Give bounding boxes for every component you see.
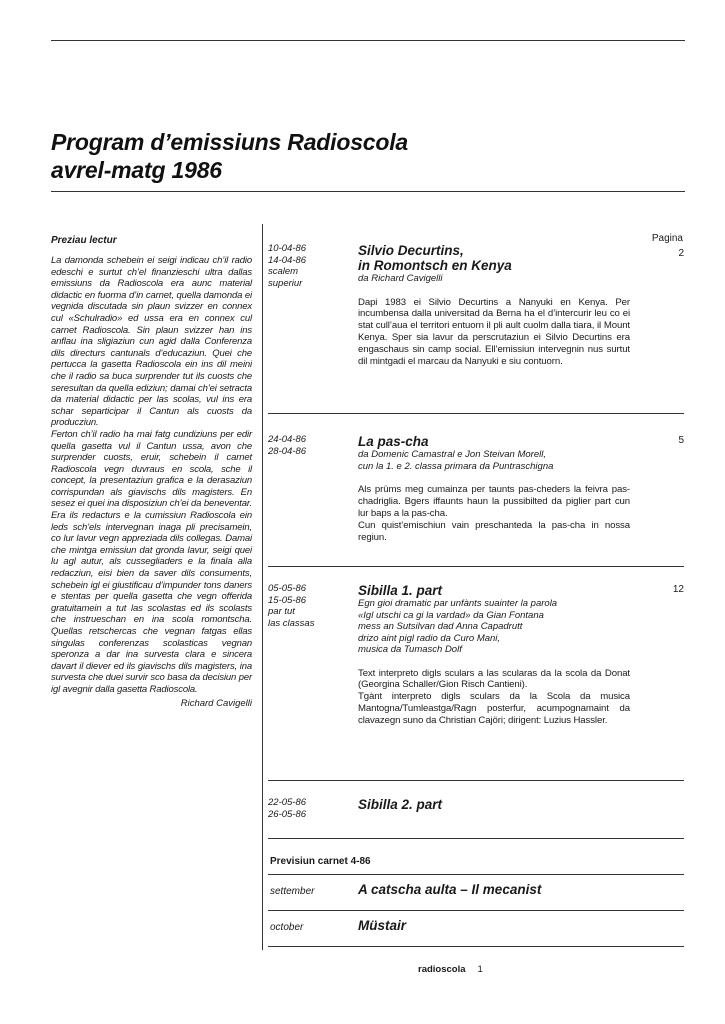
description-paragraph: Cun quist’emischiun vain preschanteda la pas-cha in nossa regiun. bbox=[358, 519, 630, 543]
page-footer bbox=[418, 964, 483, 975]
entry-divider bbox=[268, 838, 684, 839]
preface-column bbox=[51, 235, 252, 709]
entry-date: 28-04-86 bbox=[268, 445, 307, 457]
entry-date: 24-04-86 bbox=[268, 434, 307, 445]
description-paragraph: Tgànt interpreto digls sculars da la Scola da musica Mantogna/Tumleastga/Ragn posterfur, acumpognamaint da clavazegn suno da Christian Cajöri; dirigent: Luzius Hassler. bbox=[358, 691, 630, 727]
entry-date: 10-04-86 bbox=[268, 243, 307, 254]
entry-date: 15-05-86 bbox=[268, 594, 307, 606]
preview-title: A catscha aulta – Il mecanist bbox=[358, 882, 542, 897]
entry-description bbox=[358, 297, 630, 368]
entry-subtitle: «Igl utschi ca gi la vardad» da Gian Fontana bbox=[358, 609, 544, 621]
entry-description bbox=[358, 484, 630, 544]
entry-audience: las classas bbox=[268, 617, 315, 629]
entry-subtitle: mess an Sutsilvan dad Anna Capadrutt bbox=[358, 621, 523, 632]
entry-subtitle: drizo aint pigl radio da Curo Mani, bbox=[358, 632, 501, 644]
entry-dates bbox=[268, 583, 352, 629]
footer-magazine-name: radioscola bbox=[418, 964, 466, 975]
preview-heading: Previsiun carnet 4-86 bbox=[270, 856, 371, 867]
entry-title: Sibilla 2. part bbox=[358, 797, 443, 812]
program-entry bbox=[268, 583, 684, 783]
entry-subtitle: cun la 1. e 2. classa primara da Puntraschigna bbox=[358, 460, 554, 472]
entry-audience: par tut bbox=[268, 606, 295, 617]
title-line-2: avrel-matg 1986 bbox=[51, 157, 222, 183]
description-paragraph: Dapi 1983 ei Silvio Decurtins a Nanyuki en Kenya. Per incumbensa dalla universitad da Berna ha el d’intercurir leu co ei stat cull’aua el territori entuorn il pli ault cuolm dalla tiara, il Mount Kenya. Sper sia lavur da perscrutaziun ei Silvio Decurtins era engaschaus sin camp social. Ell’emissiun intervegnin nus surtut dil mintgadi el marcau da Nanyuki e siu contuorn. bbox=[358, 296, 630, 368]
entry-audience: scalem bbox=[268, 266, 299, 277]
preview-month: october bbox=[270, 922, 304, 933]
entry-subtitle: da Domenic Camastral e Jon Steivan Morell, bbox=[358, 449, 546, 460]
preface-author: Richard Cavigelli bbox=[180, 697, 252, 709]
entry-dates bbox=[268, 243, 352, 289]
column-divider bbox=[262, 224, 263, 950]
preview-title: Müstair bbox=[358, 918, 407, 933]
preview-divider bbox=[268, 946, 684, 947]
title-rule bbox=[51, 191, 685, 192]
entry-divider bbox=[268, 780, 684, 781]
title-line-1: Program d’emissiuns Radioscola bbox=[51, 129, 409, 155]
preface-paragraph-2: Ferton ch’il radio ha mai fatg cundiziuns per edir quella gasetta vul il Cantun ussa, avon che surprender cuosts, eruir, schebein il carnet Radioscola vegn duvraus en scola, sche il concept, la presentaziun grafica e la derasaziun corrispundan als giavischs dils magisters. En sesez ei quei ina disposiziun ch’ei da beneventar. Era ils redacturs e la cumissiun Radioscola ein leds sch’els intervegnan inaga pli precisamein, co lur lavur vegn appreziada dils collegas. Damai che mintga emissiun dat gronda lavur, seigi quei lu agl autur, als cussegliaders e la finala alla redacziun, eisi bien da saver dils consuments, schebein igl ei giustificau d’impunder tons daners e stentas per quella gasetta che vegn offerida gratuitamein a tut las scolastas ed ils scolasts che instrueschan en ina scola romontscha. Quellas retschercas che vegnan fatgas ellas singulas conferenzas scolasticas vegnan speronza a dar ina survesta clara e sincera davart il diever ed ils giavischs dils magisters, ina survesta che duei survir sco basa da decisiun per igl avegnir dalla gasetta Radioscola. bbox=[51, 428, 252, 695]
entry-page-number: 5 bbox=[678, 435, 684, 446]
entry-date: 22-05-86 bbox=[268, 797, 307, 808]
program-entry bbox=[268, 797, 684, 837]
entry-date: 14-04-86 bbox=[268, 254, 307, 266]
entry-content bbox=[358, 434, 630, 544]
preface-heading: Preziau lectur bbox=[51, 235, 117, 246]
description-paragraph: Text interpreto digls sculars a las scularas da la scola da Donat (Georgina Schaller/Gion Risch Cantieni). bbox=[358, 667, 630, 691]
program-entry bbox=[268, 243, 684, 403]
entry-subtitle: musica da Tumasch Dolf bbox=[358, 644, 462, 655]
entry-dates bbox=[268, 434, 352, 457]
entry-date: 05-05-86 bbox=[268, 583, 307, 594]
page-column-label: Pagina bbox=[651, 233, 683, 244]
entry-title: Sibilla 1. part bbox=[358, 583, 443, 598]
entry-divider bbox=[268, 413, 684, 414]
entry-title: in Romontsch en Kenya bbox=[358, 258, 512, 273]
entry-page-number: 12 bbox=[672, 584, 684, 595]
entry-subtitle: Egn gioi dramatic par unfànts suainter la parola bbox=[358, 598, 558, 609]
entry-divider bbox=[268, 566, 684, 567]
entry-dates bbox=[268, 797, 352, 820]
entry-page-number: 2 bbox=[678, 248, 684, 259]
description-paragraph: Als prüms meg cumainza per taunts pas-cheders la feivra pas-chadriglia. Bgers iffaunts haun la pussibilted da piglier part cun lur baps a la pas-cha. bbox=[358, 484, 630, 519]
top-rule bbox=[51, 40, 685, 41]
page-title bbox=[51, 128, 671, 184]
preview-divider bbox=[268, 874, 684, 875]
entry-content bbox=[358, 583, 630, 727]
footer-page-number: 1 bbox=[477, 964, 483, 975]
entry-description bbox=[358, 668, 630, 728]
entry-content bbox=[358, 243, 630, 368]
preview-month: settember bbox=[270, 886, 315, 897]
preview-divider bbox=[268, 910, 684, 911]
preface-paragraph-1: La damonda schebein ei seigi indicau ch’il radio edeschi e surtut ch’el finanzieschi ultra dallas emissiuns da Radioscola era aunc material didactic en fuorma d’in carnet, quella damonda ei vegnida discutada sin plaun svizzer en connex cul «Schulradio» ed ussa era en connex cul carnet Radioscola. Sin plaun svizzer han ins anflau ina sligiaziun cun agid dalla Conferenza dils directurs cantunals d’educaziun. Quei che pertucca la gasetta Radioscola ein ins dil meini che il radio sa buca surprender tut ils cuosts che seresultan da quella ediziun; damai ch’ei setracta da material didactic per las scolas, vul ins era schar separticipar il Cantun als cuosts da producziun. bbox=[51, 255, 252, 429]
program-entry bbox=[268, 434, 684, 564]
entry-date: 26-05-86 bbox=[268, 808, 307, 820]
entry-audience: superiur bbox=[268, 277, 303, 289]
entry-title: La pas-cha bbox=[358, 434, 429, 449]
entry-subtitle: da Richard Cavigelli bbox=[358, 273, 443, 284]
entry-content bbox=[358, 797, 630, 812]
entry-title: Silvio Decurtins, bbox=[358, 243, 464, 258]
